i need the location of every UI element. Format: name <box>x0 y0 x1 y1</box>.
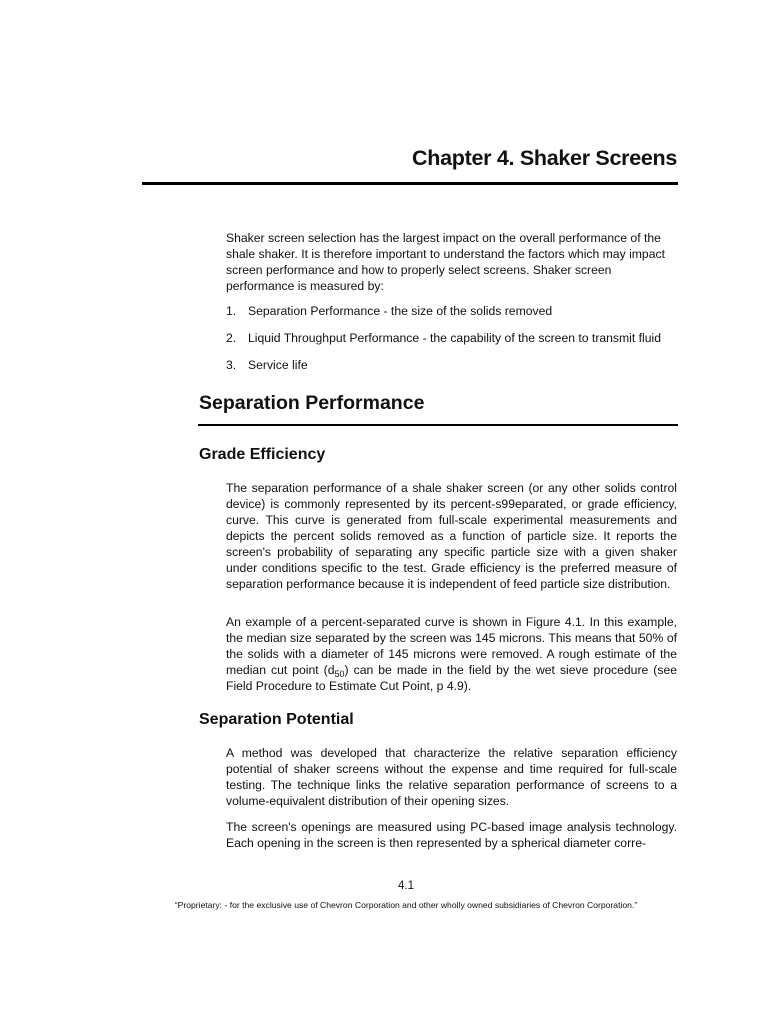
separation-potential-paragraph-2: The screen's openings are measured using PC-based image analysis technology. Each opening in the screen is then represented by a spherical diameter corre- <box>226 820 677 850</box>
list-item <box>226 358 308 372</box>
list-item-text: Liquid Throughput Performance - the capability of the screen to transmit fluid <box>248 331 662 345</box>
list-item <box>226 304 552 318</box>
subheading-separation-potential: Separation Potential <box>199 711 354 728</box>
grade-efficiency-paragraph-1: The separation performance of a shale shaker screen (or any other solids control device) is commonly represented by its percent-s99eparated, or grade efficiency, curve. This curve is generated from full-scale experimental measurements and depicts the percent solids removed as a function of particle size. It reports the screen's probability of separating any specific particle size with a given shaker under conditions specific to the test. Grade efficiency is the preferred measure of separation performance because it is independent of feed particle size distribution. <box>226 481 677 591</box>
list-item-text: Service life <box>248 358 308 372</box>
section-heading-separation-performance: Separation Performance <box>199 392 425 414</box>
list-item-number: 3. <box>226 358 237 372</box>
section-heading-rule <box>198 424 678 426</box>
chapter-title-rule <box>142 182 678 185</box>
list-item-text: Separation Performance - the size of the solids removed <box>248 304 553 318</box>
list-item <box>226 331 661 345</box>
separation-potential-paragraph-1: A method was developed that characterize the relative separation efficiency potential of shaker screens without the expense and time required for full-scale testing. The technique links the relative separation performance of screens to a volume-equivalent distribution of their opening sizes. <box>226 746 677 808</box>
list-item-number: 2. <box>226 331 237 345</box>
chapter-title: Chapter 4. Shaker Screens <box>412 146 677 170</box>
subheading-grade-efficiency: Grade Efficiency <box>199 446 326 463</box>
paragraph-text: ) can be made in the field by the wet sieve procedure (see Field Procedure to Estimate Cut Point, p 4.9). <box>226 663 677 693</box>
paragraph-text: An example of a percent-separated curve is shown in Figure 4.1. In this example, the median size separated by the screen was 145 microns. This means that 50% of the solids with a diameter of 145 microns were removed. A rough estimate of the median cut point (d <box>226 615 677 677</box>
grade-efficiency-paragraph-2 <box>226 614 677 694</box>
list-item-number: 1. <box>226 304 237 318</box>
intro-paragraph: Shaker screen selection has the largest impact on the overall performance of the shale shaker. It is therefore important to understand the factors which may impact screen performance and how to properly select screens. Shaker screen performance is measured by: <box>226 231 665 293</box>
subscript-50: 50 <box>334 669 345 679</box>
page-number: 4.1 <box>398 880 414 892</box>
proprietary-notice: “Proprietary: - for the exclusive use of Chevron Corporation and other wholly owned subsidiaries of Chevron Corporation.” <box>174 900 638 910</box>
